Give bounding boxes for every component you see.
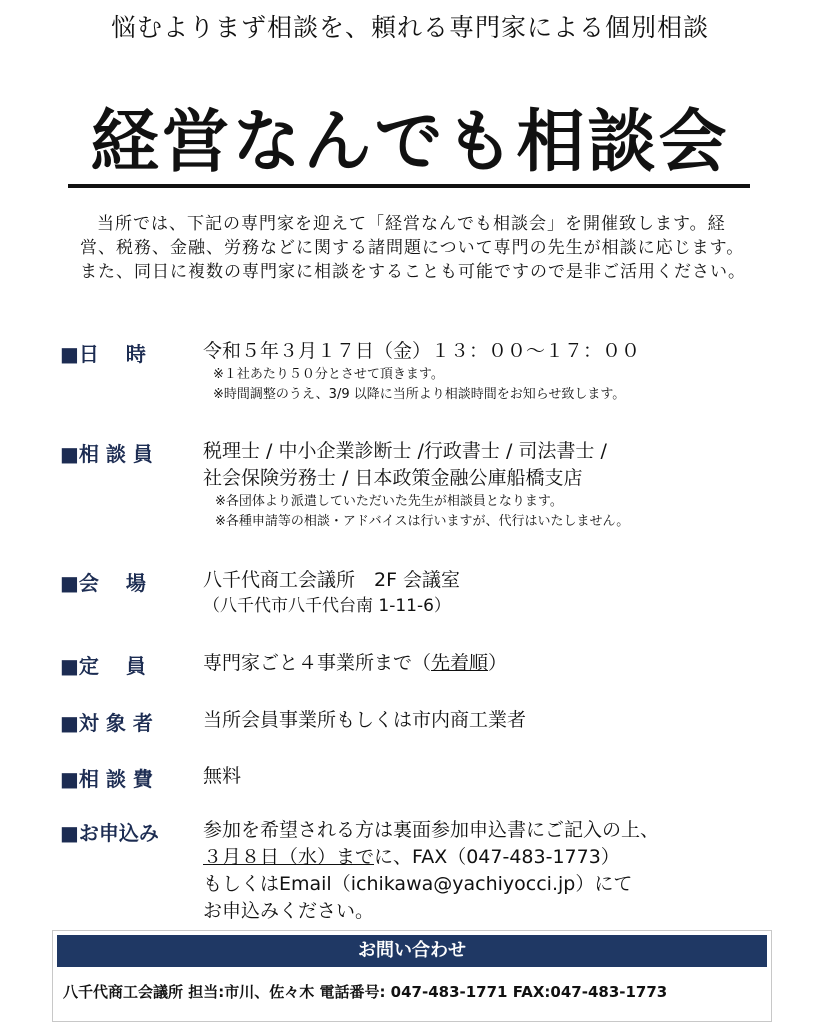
capacity-first-come: 先着順 — [431, 652, 489, 674]
datetime-note-1: ※１社あたり５０分とさせて頂きます。 — [213, 367, 444, 382]
capacity-value — [203, 650, 783, 677]
intro-paragraph: 当所では、下記の専門家を迎えて「経営なんでも相談会」を開催致します。経営、税務、金融、労務などに関する諸問題について専門の先生が相談に応じます。また、同日に複数の専門家に相談をすることも可能ですので是非ご活用ください。 — [80, 214, 746, 282]
eligibility-label: ■対 象 者 — [60, 711, 153, 735]
capacity-paren-close: ） — [488, 652, 508, 674]
venue-address: （八千代市八千代台南 1-11-6） — [203, 596, 451, 616]
application-line-1: 参加を希望される方は裏面参加申込書にご記入の上、 — [203, 819, 660, 841]
application-line-4: お申込みください。 — [203, 900, 375, 922]
contact-heading: お問い合わせ — [57, 935, 767, 967]
advisors-label: ■相 談 員 — [60, 442, 153, 466]
advisors-line-1: 税理士 / 中小企業診断士 /行政書士 / 司法書士 / — [203, 440, 607, 462]
page-title: 経営なんでも相談会 — [90, 103, 730, 182]
venue-label: ■会 場 — [60, 571, 146, 595]
application-content — [203, 817, 783, 925]
datetime-note-2: ※時間調整のうえ、3/9 以降に当所より相談時間をお知らせ致します。 — [213, 387, 626, 402]
eligibility-content — [203, 707, 783, 734]
fee-label: ■相 談 費 — [60, 767, 153, 791]
capacity-content — [203, 650, 783, 677]
datetime-value: 令和５年３月１７日（金）１３：００〜１７：００ — [203, 340, 641, 362]
fee-content — [203, 763, 783, 790]
capacity-paren-open: （ — [412, 652, 432, 674]
application-label: ■お申込み — [60, 821, 159, 845]
contact-box — [52, 930, 772, 1022]
capacity-main: 専門家ごと４事業所まで — [203, 652, 413, 674]
fee-value: 無料 — [203, 765, 242, 787]
title-divider — [68, 184, 750, 188]
application-deadline: ３月８日（水）まで — [203, 846, 375, 868]
eligibility-value: 当所会員事業所もしくは市内商工業者 — [203, 709, 527, 731]
advisors-line-2: 社会保険労務士 / 日本政策金融公庫船橋支店 — [203, 467, 583, 489]
application-line-2 — [203, 844, 783, 871]
datetime-content — [203, 338, 783, 405]
advisors-note-1: ※各団体より派遣していただいた先生が相談員となります。 — [215, 494, 563, 509]
subtitle: 悩むよりまず相談を、頼れる専門家による個別相談 — [110, 13, 709, 42]
contact-info: 八千代商工会議所 担当:市川、佐々木 電話番号: 047-483-1771 FAX:047-483-1773 — [63, 983, 668, 1001]
datetime-label: ■日 時 — [60, 342, 146, 366]
application-fax: に、FAX（047-483-1773） — [374, 846, 620, 868]
advisors-note-2: ※各種申請等の相談・アドバイスは行いますが、代行はいたしません。 — [215, 514, 630, 529]
application-line-3: もしくはEmail（ichikawa@yachiyocci.jp）にて — [203, 873, 633, 895]
venue-content — [203, 567, 783, 618]
capacity-label: ■定 員 — [60, 654, 146, 678]
venue-value: 八千代商工会議所 2F 会議室 — [203, 569, 461, 591]
advisors-content — [203, 438, 783, 532]
